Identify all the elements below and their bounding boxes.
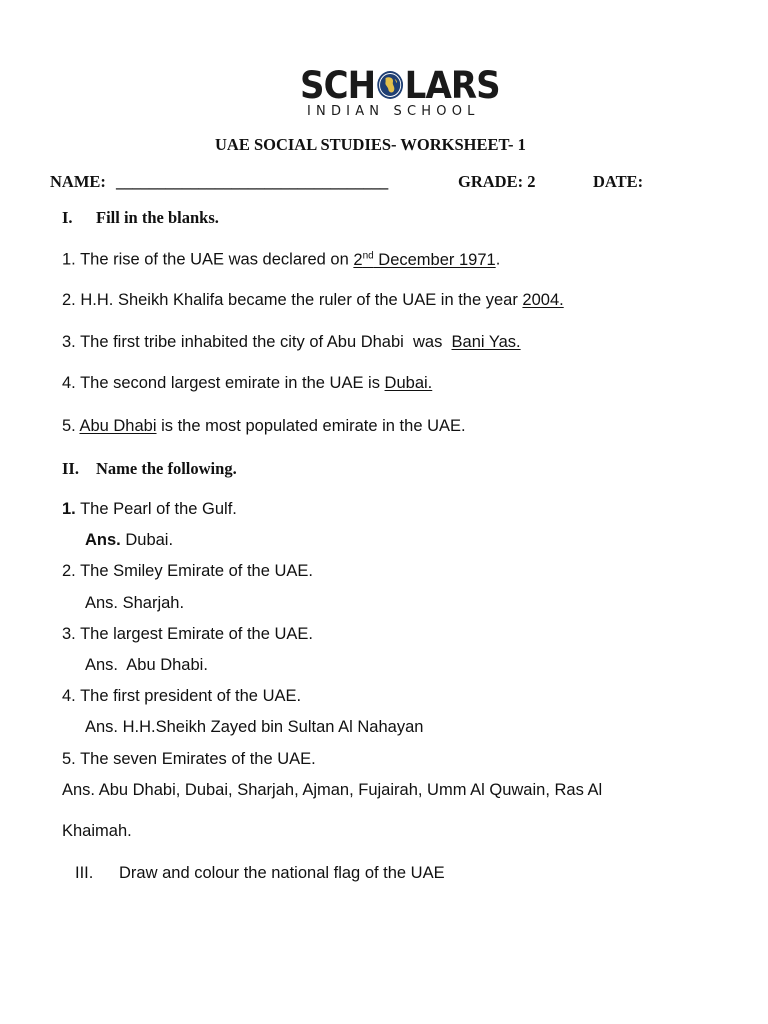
name-item-1: [62, 500, 237, 519]
answer-part: December 1971: [373, 250, 496, 269]
answer-superscript: nd: [362, 250, 374, 261]
answer-label: Ans.: [85, 531, 121, 549]
name-item-2: [62, 562, 313, 581]
school-logo: [300, 64, 500, 122]
answer-text: Abu Dhabi: [79, 417, 157, 435]
question-text: The first president of the UAE.: [80, 687, 302, 705]
name-answer-3: Ans. Abu Dhabi.: [85, 656, 208, 674]
answer-text: Dubai.: [384, 374, 433, 392]
question-text: The Pearl of the Gulf.: [80, 500, 237, 518]
worksheet-title: UAE SOCIAL STUDIES- WORKSHEET- 1: [215, 135, 526, 154]
logo-wordmark: [300, 66, 500, 106]
section3-numeral: III.: [75, 864, 94, 882]
answer-text: Dubai.: [120, 531, 174, 549]
section2-heading: Name the following.: [96, 459, 237, 478]
question-text: .: [495, 250, 501, 269]
item-number: 2.: [62, 291, 76, 309]
section1-heading: Fill in the blanks.: [96, 208, 219, 227]
item-number: 4.: [62, 687, 76, 705]
grade-label: GRADE: 2: [458, 172, 536, 191]
name-item-4: [62, 687, 301, 706]
question-text: The rise of the UAE was declared on: [80, 250, 354, 269]
name-answer-1: [85, 531, 173, 550]
fill-item-3: [62, 333, 521, 352]
name-item-5: [62, 750, 316, 769]
logo-word-start: SCH: [300, 64, 376, 107]
fill-item-1: [62, 250, 500, 270]
date-label: DATE:: [593, 172, 644, 191]
name-answer-4: Ans. H.H.Sheikh Zayed bin Sultan Al Nahayan: [85, 718, 424, 736]
globe-icon: [376, 70, 404, 100]
name-label: NAME:: [50, 172, 106, 191]
item-number: 1.: [62, 250, 76, 269]
logo-word-end: LARS: [404, 64, 500, 107]
item-number: 1.: [62, 500, 76, 518]
section2-numeral: II.: [62, 459, 79, 478]
question-text: The Smiley Emirate of the UAE.: [80, 562, 313, 580]
item-number: 2.: [62, 562, 76, 580]
item-number: 4.: [62, 374, 76, 392]
item-number: 5.: [62, 750, 76, 768]
name-answer-2: Ans. Sharjah.: [85, 594, 185, 612]
item-number: 5.: [62, 417, 76, 435]
name-blank-line: _________________________________: [116, 172, 389, 191]
fill-item-5: [62, 417, 466, 436]
fill-item-4: [62, 374, 432, 393]
question-text: The second largest emirate in the UAE is: [80, 374, 385, 392]
item-number: 3.: [62, 333, 76, 351]
question-text: The seven Emirates of the UAE.: [80, 750, 316, 768]
name-answer-5-line1: Ans. Abu Dhabi, Dubai, Sharjah, Ajman, Fujairah, Umm Al Quwain, Ras Al: [62, 781, 603, 799]
item-number: 3.: [62, 625, 76, 643]
answer-part: 2: [353, 250, 363, 269]
question-text: H.H. Sheikh Khalifa became the ruler of the UAE in the year: [80, 291, 523, 309]
question-text: The first tribe inhabited the city of Abu Dhabi was: [80, 333, 452, 351]
section1-numeral: I.: [62, 208, 73, 227]
name-answer-5-line2: Khaimah.: [62, 822, 132, 840]
question-text: The largest Emirate of the UAE.: [80, 625, 313, 643]
fill-item-2: [62, 291, 564, 310]
logo-subtitle: INDIAN SCHOOL: [307, 104, 480, 119]
question-text: is the most populated emirate in the UAE.: [156, 417, 466, 435]
answer-text: [353, 251, 495, 269]
section3-text: Draw and colour the national flag of the UAE: [119, 864, 445, 882]
answer-text: 2004.: [522, 291, 564, 309]
answer-text: Bani Yas.: [451, 333, 521, 351]
name-item-3: [62, 625, 313, 644]
